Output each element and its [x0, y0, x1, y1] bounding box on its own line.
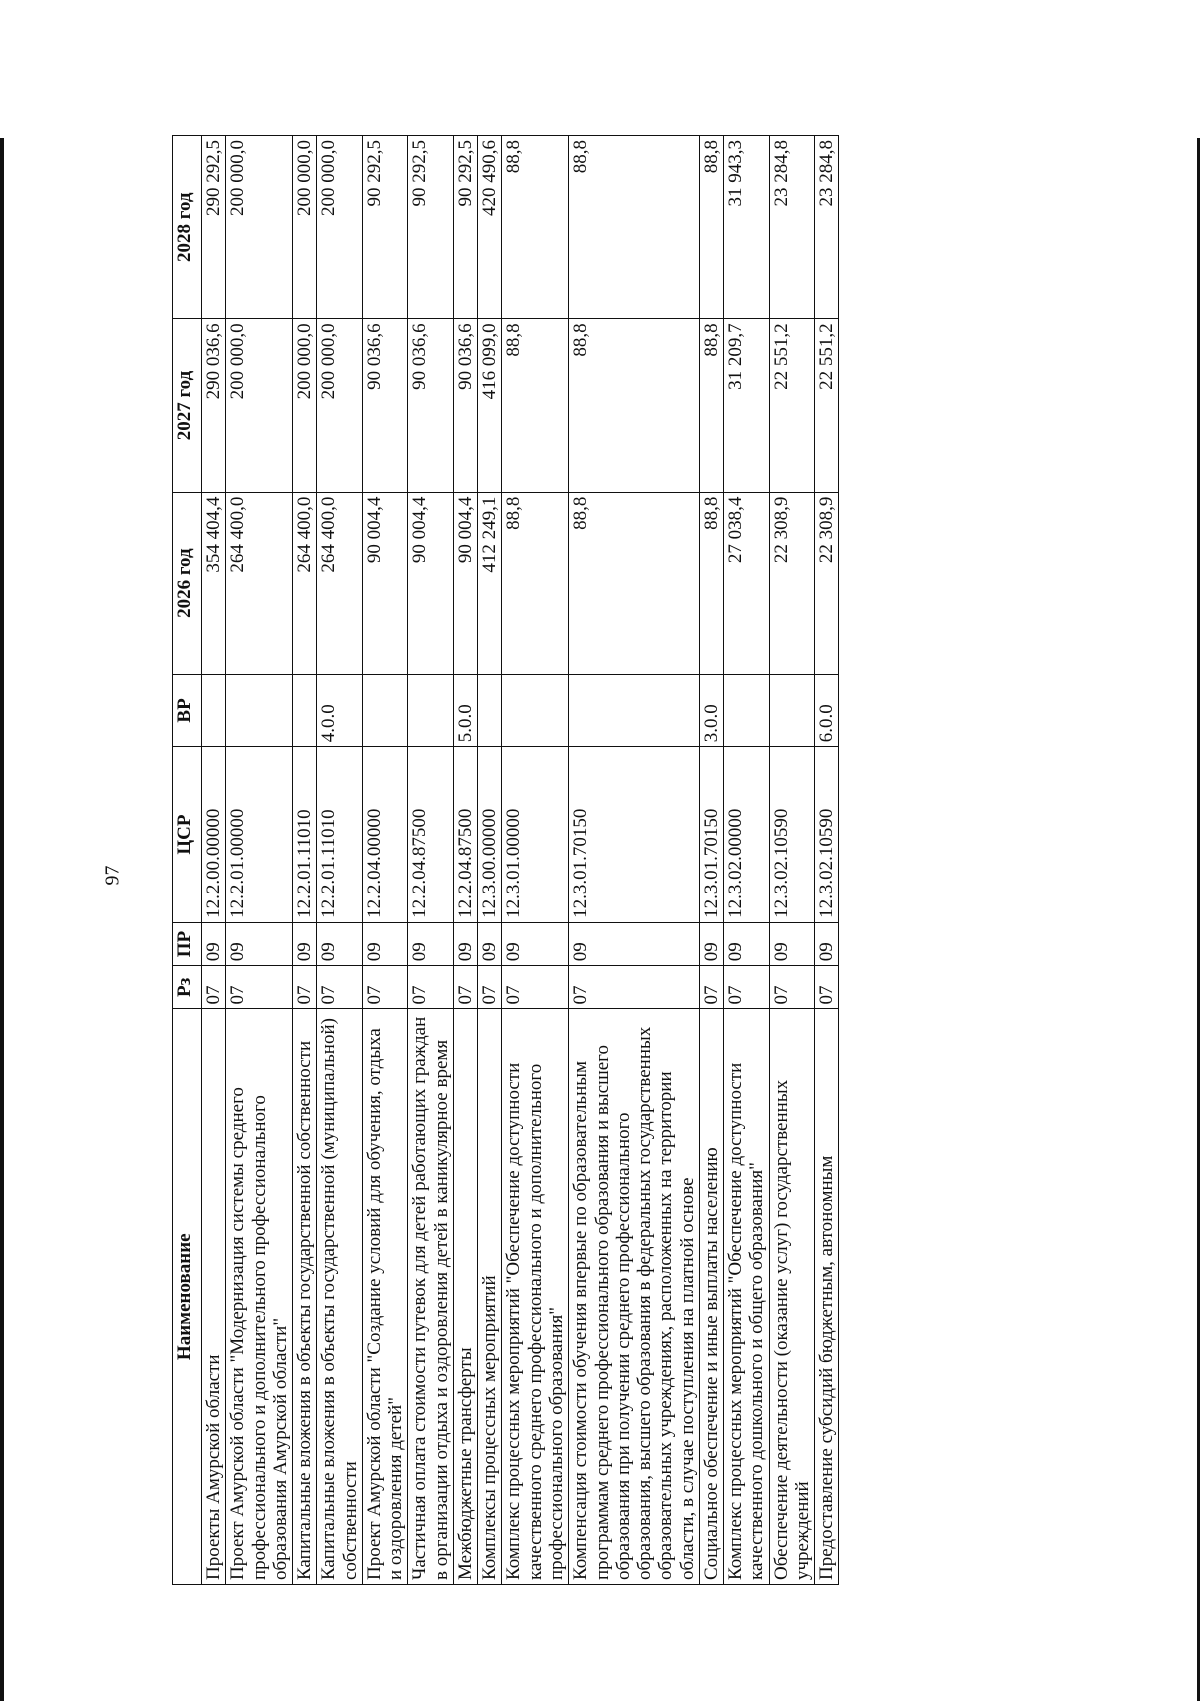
cell-2028: 90 292,5	[408, 136, 454, 319]
cell-rz: 07	[478, 966, 502, 1009]
cell-2026: 88,8	[569, 492, 700, 674]
cell-2027: 290 036,6	[202, 319, 226, 492]
cell-pr: 09	[293, 922, 317, 965]
cell-name: Обеспечение деятельности (оказание услуг) государственных учреждений	[769, 1009, 815, 1585]
cell-2027: 200 000,0	[226, 319, 293, 492]
col-header-pr: ПР	[173, 922, 202, 965]
cell-vr	[362, 674, 408, 747]
cell-2027: 88,8	[502, 319, 569, 492]
cell-2026: 354 404,4	[202, 492, 226, 674]
cell-2028: 200 000,0	[293, 136, 317, 319]
cell-csr: 12.2.00.00000	[202, 747, 226, 923]
table-header-row	[173, 136, 202, 1585]
table-row	[815, 136, 839, 1585]
cell-pr: 09	[453, 922, 477, 965]
cell-vr: 4.0.0	[317, 674, 363, 747]
cell-rz: 07	[408, 966, 454, 1009]
cell-pr: 09	[202, 922, 226, 965]
cell-name: Проект Амурской области "Модернизация системы среднего профессионального и дополнительного профессионального образования Амурской области"	[226, 1009, 293, 1585]
page-number: 97	[101, 865, 124, 886]
table-row	[408, 136, 454, 1585]
cell-rz: 07	[769, 966, 815, 1009]
cell-pr: 09	[362, 922, 408, 965]
cell-csr: 12.3.02.10590	[815, 747, 839, 923]
cell-rz: 07	[293, 966, 317, 1009]
cell-name: Комплекс процессных мероприятий "Обеспечение доступности качественного дошкольного и общего образования"	[724, 1009, 770, 1585]
col-header-2028: 2028 год	[173, 136, 202, 319]
cell-2026: 264 400,0	[317, 492, 363, 674]
table-row	[699, 136, 723, 1585]
cell-rz: 07	[226, 966, 293, 1009]
cell-csr: 12.2.01.11010	[317, 747, 363, 923]
cell-vr	[478, 674, 502, 747]
table-row	[769, 136, 815, 1585]
cell-2026: 264 400,0	[293, 492, 317, 674]
cell-rz: 07	[317, 966, 363, 1009]
cell-csr: 12.3.01.00000	[502, 747, 569, 923]
cell-2027: 90 036,6	[408, 319, 454, 492]
cell-name: Проект Амурской области "Создание условий для обучения, отдыха и оздоровления детей"	[362, 1009, 408, 1585]
cell-2027: 22 551,2	[815, 319, 839, 492]
table-row	[478, 136, 502, 1585]
cell-2027: 90 036,6	[362, 319, 408, 492]
cell-2026: 88,8	[502, 492, 569, 674]
cell-vr	[202, 674, 226, 747]
cell-2028: 90 292,5	[362, 136, 408, 319]
cell-csr: 12.3.01.70150	[699, 747, 723, 923]
cell-pr: 09	[769, 922, 815, 965]
cell-2026: 90 004,4	[408, 492, 454, 674]
cell-vr	[502, 674, 569, 747]
cell-pr: 09	[699, 922, 723, 965]
cell-name: Комплекс процессных мероприятий "Обеспечение доступности качественного среднего профессионального и дополнительного профессионального образования"	[502, 1009, 569, 1585]
cell-csr: 12.3.01.70150	[569, 747, 700, 923]
cell-rz: 07	[453, 966, 477, 1009]
cell-pr: 09	[502, 922, 569, 965]
cell-name: Комплексы процессных мероприятий	[478, 1009, 502, 1585]
table-row	[362, 136, 408, 1585]
cell-2028: 88,8	[699, 136, 723, 319]
rotated-table-container	[172, 135, 1200, 1585]
cell-csr: 12.3.02.10590	[769, 747, 815, 923]
cell-pr: 09	[815, 922, 839, 965]
cell-pr: 09	[478, 922, 502, 965]
cell-2026: 90 004,4	[362, 492, 408, 674]
cell-2026: 22 308,9	[769, 492, 815, 674]
cell-rz: 07	[724, 966, 770, 1009]
table-row	[317, 136, 363, 1585]
cell-2028: 31 943,3	[724, 136, 770, 319]
col-header-csr: ЦСР	[173, 747, 202, 923]
cell-csr: 12.2.04.87500	[453, 747, 477, 923]
cell-rz: 07	[202, 966, 226, 1009]
cell-vr: 3.0.0	[699, 674, 723, 747]
cell-2027: 90 036,6	[453, 319, 477, 492]
col-header-2027: 2027 год	[173, 319, 202, 492]
table-row	[502, 136, 569, 1585]
cell-2027: 200 000,0	[317, 319, 363, 492]
col-header-vr: ВР	[173, 674, 202, 747]
table-row	[202, 136, 226, 1585]
cell-2028: 23 284,8	[769, 136, 815, 319]
cell-2028: 88,8	[502, 136, 569, 319]
cell-2026: 90 004,4	[453, 492, 477, 674]
cell-2027: 22 551,2	[769, 319, 815, 492]
cell-name: Предоставление субсидий бюджетным, автономным	[815, 1009, 839, 1585]
cell-pr: 09	[317, 922, 363, 965]
cell-pr: 09	[569, 922, 700, 965]
cell-2028: 420 490,6	[478, 136, 502, 319]
cell-name: Частичная оплата стоимости путевок для детей работающих граждан в организации отдыха и оздоровления детей в каникулярное время	[408, 1009, 454, 1585]
cell-name: Проекты Амурской области	[202, 1009, 226, 1585]
cell-csr: 12.3.00.00000	[478, 747, 502, 923]
cell-rz: 07	[362, 966, 408, 1009]
cell-2027: 31 209,7	[724, 319, 770, 492]
cell-vr	[408, 674, 454, 747]
cell-vr	[769, 674, 815, 747]
col-header-2026: 2026 год	[173, 492, 202, 674]
cell-2027: 200 000,0	[293, 319, 317, 492]
cell-name: Межбюджетные трансферты	[453, 1009, 477, 1585]
cell-name: Компенсация стоимости обучения впервые по образовательным программам среднего профессионального образования и высшего образования при получении среднего профессионального образования, высшего образования в федеральных государственных образовательных учреждениях, расположенных на территории области, в случае поступления на платной основе	[569, 1009, 700, 1585]
cell-csr: 12.2.01.11010	[293, 747, 317, 923]
cell-vr	[226, 674, 293, 747]
cell-vr: 5.0.0	[453, 674, 477, 747]
scan-edge-left	[0, 138, 4, 1701]
cell-name: Капитальные вложения в объекты государственной (муниципальной) собственности	[317, 1009, 363, 1585]
cell-vr	[293, 674, 317, 747]
cell-2027: 88,8	[699, 319, 723, 492]
col-header-name: Наименование	[173, 1009, 202, 1585]
budget-table	[172, 135, 839, 1585]
table-row	[226, 136, 293, 1585]
cell-2028: 290 292,5	[202, 136, 226, 319]
cell-rz: 07	[699, 966, 723, 1009]
cell-name: Социальное обеспечение и иные выплаты населению	[699, 1009, 723, 1585]
cell-csr: 12.2.04.00000	[362, 747, 408, 923]
cell-2026: 264 400,0	[226, 492, 293, 674]
col-header-rz: Рз	[173, 966, 202, 1009]
cell-2028: 200 000,0	[317, 136, 363, 319]
cell-csr: 12.3.02.00000	[724, 747, 770, 923]
cell-2026: 22 308,9	[815, 492, 839, 674]
cell-csr: 12.2.01.00000	[226, 747, 293, 923]
cell-pr: 09	[408, 922, 454, 965]
cell-rz: 07	[502, 966, 569, 1009]
cell-vr	[569, 674, 700, 747]
cell-pr: 09	[226, 922, 293, 965]
table-row	[724, 136, 770, 1585]
cell-rz: 07	[569, 966, 700, 1009]
cell-2027: 416 099,0	[478, 319, 502, 492]
cell-pr: 09	[724, 922, 770, 965]
table-row	[569, 136, 700, 1585]
cell-vr: 6.0.0	[815, 674, 839, 747]
cell-2028: 90 292,5	[453, 136, 477, 319]
cell-csr: 12.2.04.87500	[408, 747, 454, 923]
cell-2026: 27 038,4	[724, 492, 770, 674]
cell-2028: 200 000,0	[226, 136, 293, 319]
cell-2026: 88,8	[699, 492, 723, 674]
cell-2028: 23 284,8	[815, 136, 839, 319]
cell-2027: 88,8	[569, 319, 700, 492]
table-row	[453, 136, 477, 1585]
cell-2028: 88,8	[569, 136, 700, 319]
cell-2026: 412 249,1	[478, 492, 502, 674]
cell-rz: 07	[815, 966, 839, 1009]
cell-name: Капитальные вложения в объекты государственной собственности	[293, 1009, 317, 1585]
cell-vr	[724, 674, 770, 747]
table-row	[293, 136, 317, 1585]
